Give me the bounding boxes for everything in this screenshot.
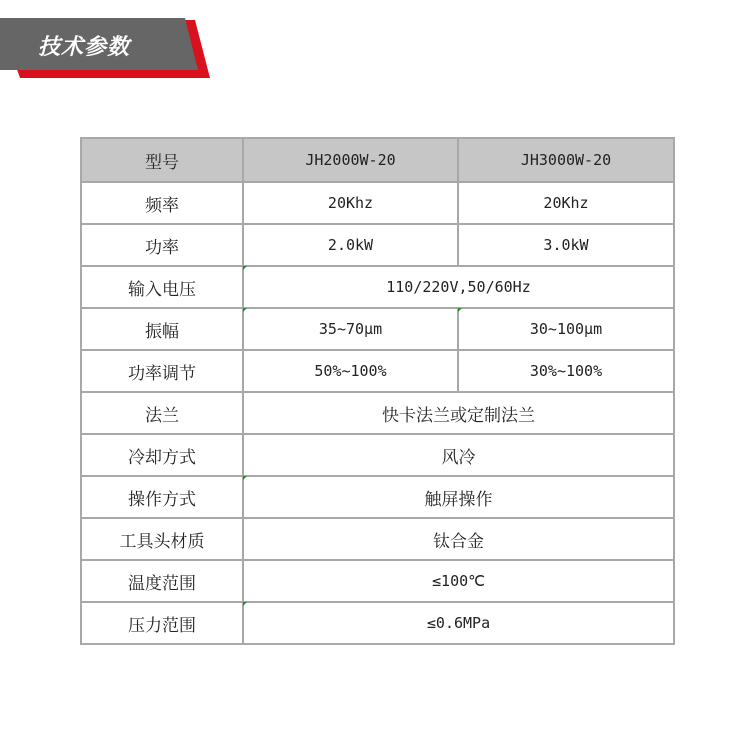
row-value-merged: ≤100℃ [243,560,674,602]
table-row [81,602,674,644]
row-label: 法兰 [81,392,243,434]
table-row [81,518,674,560]
table-row [81,434,674,476]
row-label: 振幅 [81,308,243,350]
section-banner [0,18,210,80]
header-cell-model: 型号 [81,138,243,182]
header-cell-model-a: JH2000W-20 [243,138,458,182]
table-row [81,350,674,392]
row-label: 功率调节 [81,350,243,392]
table-row [81,392,674,434]
row-value-b: 3.0kW [458,224,674,266]
table-row [81,308,674,350]
header-cell-model-b: JH3000W-20 [458,138,674,182]
table-row [81,266,674,308]
row-value-b: 30~100μm [458,308,674,350]
section-title: 技术参数 [38,35,131,60]
row-value-b: 30%~100% [458,350,674,392]
row-value-b: 20Khz [458,182,674,224]
row-value-merged: 快卡法兰或定制法兰 [243,392,674,434]
table-row [81,224,674,266]
row-label: 功率 [81,224,243,266]
table-header-row [81,138,674,182]
row-value-merged: 触屏操作 [243,476,674,518]
table-row [81,560,674,602]
row-value-a: 50%~100% [243,350,458,392]
table-row [81,476,674,518]
row-label: 频率 [81,182,243,224]
row-value-a: 35~70μm [243,308,458,350]
row-value-merged: 钛合金 [243,518,674,560]
row-label: 操作方式 [81,476,243,518]
row-value-a: 20Khz [243,182,458,224]
row-value-merged: ≤0.6MPa [243,602,674,644]
row-label: 温度范围 [81,560,243,602]
spec-table [80,137,675,645]
row-label: 压力范围 [81,602,243,644]
table-row [81,182,674,224]
row-value-a: 2.0kW [243,224,458,266]
row-value-merged: 110/220V,50/60Hz [243,266,674,308]
row-label: 工具头材质 [81,518,243,560]
row-value-merged: 风冷 [243,434,674,476]
row-label: 输入电压 [81,266,243,308]
row-label: 冷却方式 [81,434,243,476]
